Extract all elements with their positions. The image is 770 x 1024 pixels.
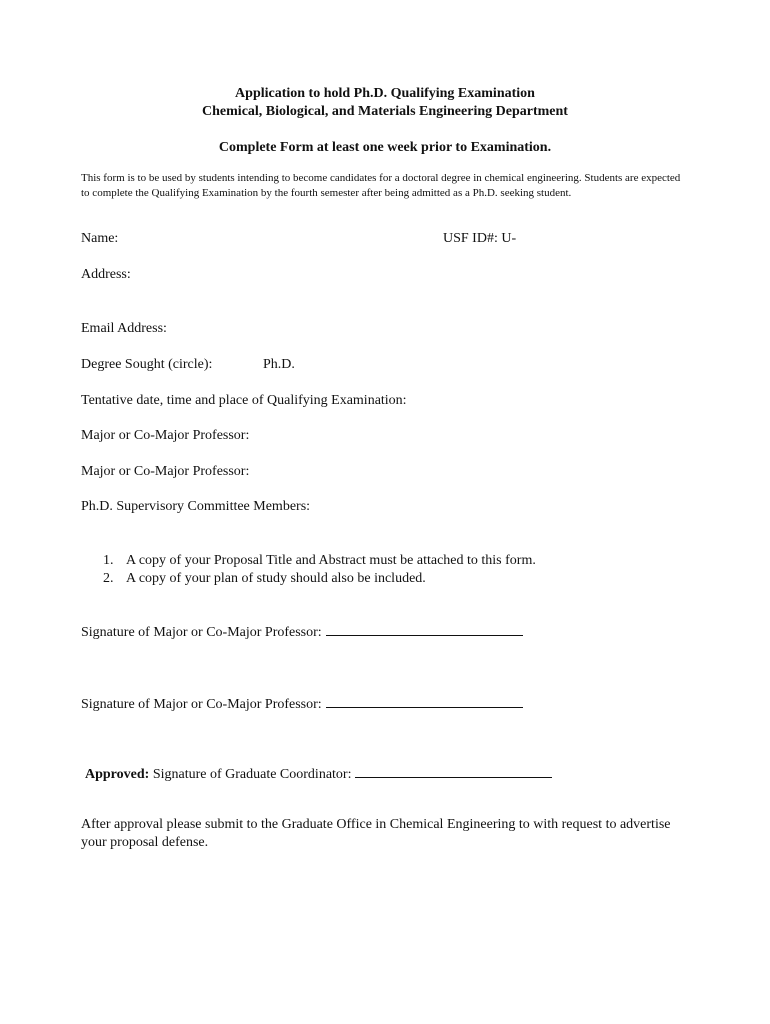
requirements-list (103, 552, 536, 588)
closing-instructions: After approval please submit to the Graduate Office in Chemical Engineering to with request to advertise your proposal defense. (81, 817, 671, 850)
coordinator-label: Signature of Graduate Coordinator: (152, 767, 352, 782)
address-field[interactable] (81, 266, 131, 284)
form-title: Application to hold Ph.D. Qualifying Examination (235, 86, 535, 101)
coordinator-approval (85, 765, 552, 784)
professor-field-2[interactable] (81, 463, 249, 481)
professor-label-2: Major or Co-Major Professor: (81, 464, 250, 479)
list-item (103, 552, 536, 570)
professor-field-1[interactable] (81, 427, 249, 445)
committee-label: Ph.D. Supervisory Committee Members: (81, 499, 311, 514)
degree-field (81, 356, 212, 374)
signature-label-2: Signature of Major or Co-Major Professor: (81, 697, 322, 712)
degree-option-phd[interactable]: Ph.D. (263, 357, 295, 372)
list-item-text: A copy of your plan of study should also be included. (126, 571, 426, 586)
department-title: Chemical, Biological, and Materials Engineering Department (202, 104, 568, 119)
email-label: Email Address: (81, 321, 167, 336)
address-label: Address: (81, 267, 131, 282)
degree-label: Degree Sought (circle): (81, 357, 213, 372)
name-label: Name: (81, 231, 119, 246)
signature-professor-1 (81, 623, 523, 642)
list-item-number: 1. (103, 553, 114, 568)
usf-id-label: USF ID#: U- (443, 231, 517, 246)
exam-details-field[interactable] (81, 392, 407, 410)
signature-label-1: Signature of Major or Co-Major Professor: (81, 625, 322, 640)
committee-field[interactable] (81, 498, 310, 516)
coordinator-signature-line[interactable] (355, 765, 552, 778)
exam-details-label: Tentative date, time and place of Qualifying Examination: (81, 393, 407, 408)
email-field[interactable] (81, 320, 167, 338)
usf-id-field[interactable] (443, 230, 516, 248)
deadline-notice: Complete Form at least one week prior to Examination. (218, 140, 552, 155)
signature-line-2[interactable] (326, 695, 523, 708)
intro-paragraph: This form is to be used by students intending to become candidates for a doctoral degree in chemical engineering. Students are expected to complete the Qualifying Examination by the fourth semester after being admitted as a Ph.D. seeking student. (81, 172, 681, 199)
professor-label-1: Major or Co-Major Professor: (81, 428, 250, 443)
approved-label: Approved: (85, 767, 150, 782)
list-item-number: 2. (103, 571, 114, 586)
signature-line-1[interactable] (326, 623, 523, 636)
name-field[interactable] (81, 230, 118, 248)
list-item (103, 570, 536, 588)
list-item-text: A copy of your Proposal Title and Abstract must be attached to this form. (126, 553, 536, 568)
signature-professor-2 (81, 695, 523, 714)
